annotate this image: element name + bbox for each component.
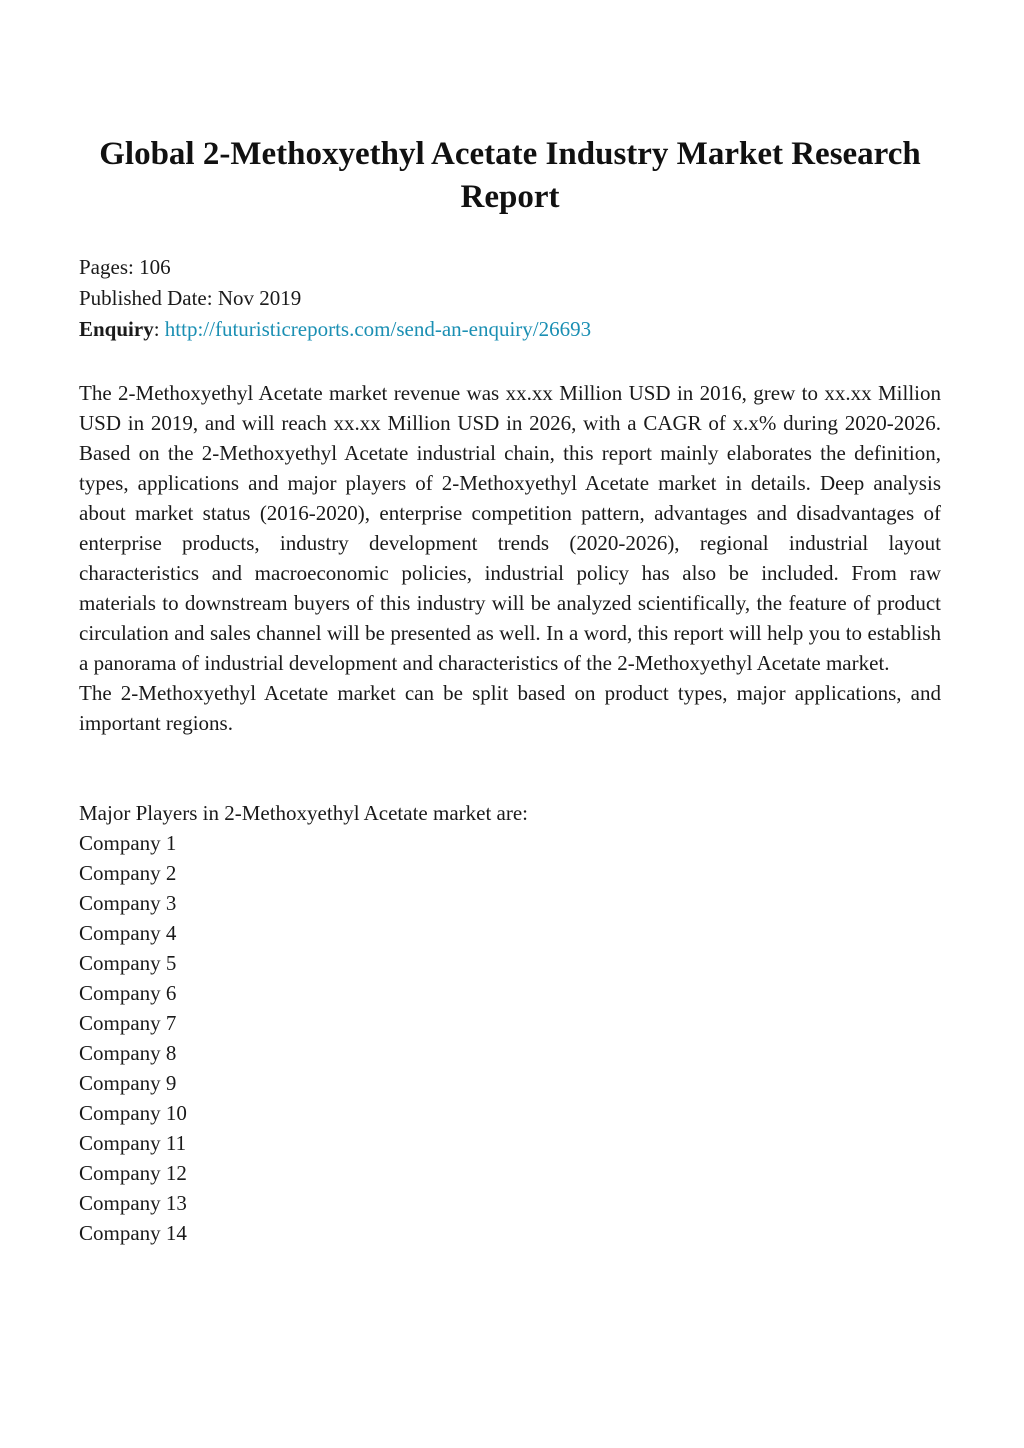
list-item: Company 4 — [79, 921, 177, 945]
list-item: Company 9 — [79, 1071, 177, 1095]
enquiry-link[interactable]: http://futuristicreports.com/send-an-enquiry/26693 — [164, 317, 592, 341]
published-line — [79, 283, 941, 314]
list-item: Company 14 — [79, 1221, 187, 1245]
list-item: Company 7 — [79, 1011, 177, 1035]
pages-line — [79, 252, 941, 283]
segmentation-paragraph: The 2-Methoxyethyl Acetate market can be split based on product types, major applications, and important regions. — [79, 681, 941, 735]
enquiry-label: Enquiry — [79, 317, 154, 341]
document-title: Global 2-Methoxyethyl Acetate Industry Market Research Report — [99, 136, 921, 215]
major-players-list — [79, 828, 941, 1248]
document-meta — [79, 252, 941, 345]
major-players-heading: Major Players in 2-Methoxyethyl Acetate market are: — [79, 801, 529, 825]
document-body — [79, 378, 941, 738]
list-item: Company 1 — [79, 831, 177, 855]
list-item: Company 12 — [79, 1161, 187, 1185]
major-players-section — [79, 798, 941, 1248]
enquiry-separator: : — [153, 317, 160, 341]
list-item: Company 2 — [79, 861, 177, 885]
pages-label: Pages: — [79, 255, 134, 279]
list-item: Company 3 — [79, 891, 177, 915]
published-value: Nov 2019 — [217, 286, 302, 310]
list-item: Company 6 — [79, 981, 177, 1005]
list-item: Company 5 — [79, 951, 177, 975]
list-item: Company 8 — [79, 1041, 177, 1065]
pages-value: 106 — [139, 255, 171, 279]
list-item: Company 10 — [79, 1101, 187, 1125]
list-item: Company 11 — [79, 1131, 187, 1155]
summary-paragraph: The 2-Methoxyethyl Acetate market revenue was xx.xx Million USD in 2016, grew to xx.xx Million USD in 2019, and will reach xx.xx Million USD in 2026, with a CAGR of x.x% during 2020-2026. Based on the 2-Methoxyethyl Acetate industrial chain, this report mainly elaborates the definition, types, applications and major players of 2-Methoxyethyl Acetate market in details. Deep analysis about market status (2016-2020), enterprise competition pattern, advantages and disadvantages of enterprise products, industry development trends (2020-2026), regional industrial layout characteristics and macroeconomic policies, industrial policy has also be included. From raw materials to downstream buyers of this industry will be analyzed scientifically, the feature of product circulation and sales channel will be presented as well. In a word, this report will help you to establish a panorama of industrial development and characteristics of the 2-Methoxyethyl Acetate market. — [79, 381, 941, 675]
enquiry-line — [79, 314, 941, 345]
list-item: Company 13 — [79, 1191, 187, 1215]
published-label: Published Date: — [79, 286, 213, 310]
